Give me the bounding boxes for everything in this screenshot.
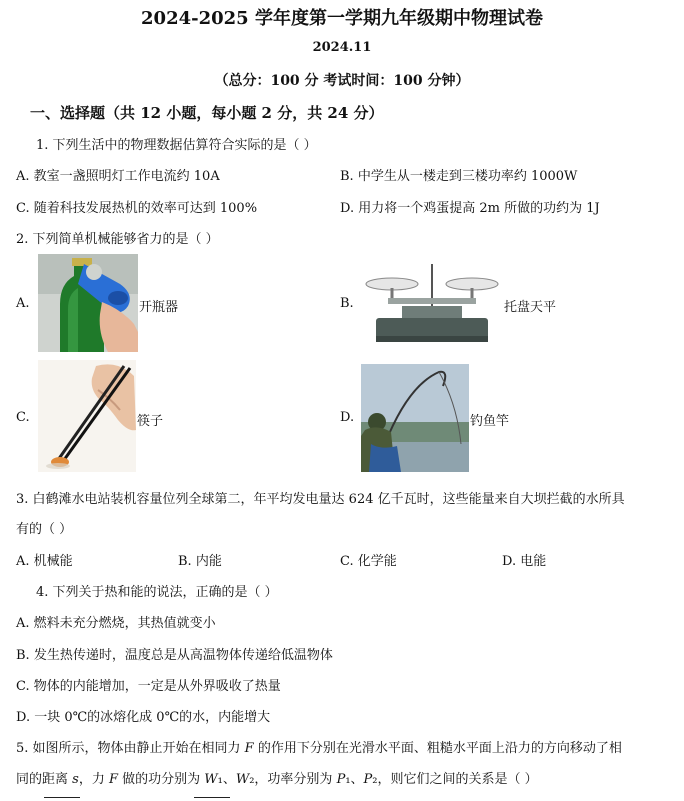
exam-date: 2024.11 [312,40,372,55]
q3-stem-line1: 3. 白鹤滩水电站装机容量位列全球第二，年平均发电量达 624 亿千瓦时，这些能量来自大坝拦截的水所具 [16,492,625,507]
q4-option-b: B. 发生热传递时，温度总是从高温物体传递给低温物体 [16,648,333,663]
q2-option-c-letter: C. [16,410,30,425]
fishing-rod-image [361,364,469,472]
chopsticks-image [38,360,136,472]
q3-option-c: C. 化学能 [340,554,397,569]
q1-option-a: A. 教室一盏照明灯工作电流约 10A [16,169,220,184]
q2-option-c-caption: 筷子 [137,414,164,429]
q2-option-a-caption: 开瓶器 [139,300,179,315]
section-heading: 一、选择题（共 12 小题，每小题 2 分，共 24 分） [30,104,384,122]
q5-figure-box-right [194,797,230,801]
q2-option-a-letter: A. [16,296,30,311]
q3-option-a: A. 机械能 [16,554,73,569]
q3-option-b: B. 内能 [178,554,222,569]
q1-option-b: B. 中学生从一楼走到三楼功率约 1000W [340,169,578,184]
q4-option-a: A. 燃料未充分燃烧，其热值就变小 [16,616,216,631]
q2-option-d-letter: D. [340,410,355,425]
q2-stem: 2. 下列简单机械能够省力的是（ ） [16,232,219,247]
q3-stem-line2: 有的（ ） [16,522,73,537]
q5-stem-line2: 同的距离 s，力 F 做的功分别为 W₁、W₂，功率分别为 P₁、P₂，则它们之间的关系是（ ） [16,772,538,787]
q1-option-d: D. 用力将一个鸡蛋提高 2m 所做的功约为 1J [340,201,600,216]
exam-title: 2024-2025 学年度第一学期九年级期中物理试卷 [141,8,543,29]
q4-option-d: D. 一块 0℃的冰熔化成 0℃的水，内能增大 [16,710,271,725]
exam-meta: （总分：100 分 考试时间：100 分钟） [214,73,470,89]
q4-option-c: C. 物体的内能增加，一定是从外界吸收了热量 [16,679,281,694]
q5-stem-line1: 5. 如图所示，物体由静止开始在相同力 F 的作用下分别在光滑水平面、粗糙水平面上沿力的方向移动了相 [16,741,622,756]
q1-option-c: C. 随着科技发展热机的效率可达到 100% [16,201,258,216]
q5-figure-box-left [44,797,80,801]
q2-option-b-caption: 托盘天平 [504,300,557,315]
q4-stem: 4. 下列关于热和能的说法，正确的是（ ） [36,585,278,600]
q3-option-d: D. 电能 [502,554,547,569]
q2-option-b-letter: B. [340,296,354,311]
q1-stem: 1. 下列生活中的物理数据估算符合实际的是（ ） [36,138,317,153]
tray-balance-image [362,262,500,346]
bottle-opener-image [38,254,138,352]
q2-option-d-caption: 钓鱼竿 [470,414,510,429]
force-symbol: F [244,741,254,756]
